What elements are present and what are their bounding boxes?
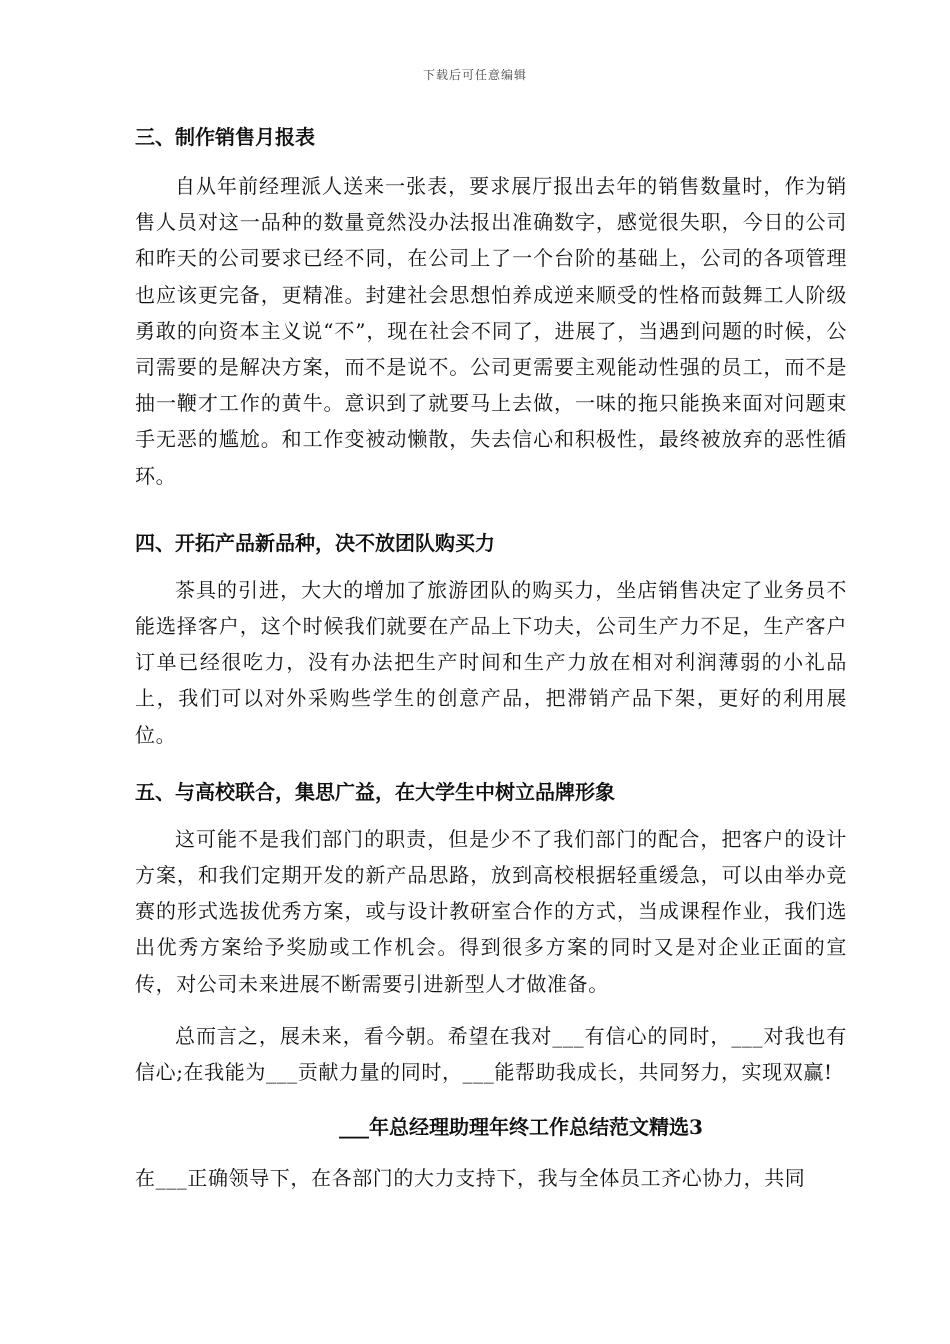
- section-4-paragraph: 茶具的引进，大大的增加了旅游团队的购买力，坐店销售决定了业务员不能选择客户，这个时候我们就要在产品上下功夫，公司生产力不足，生产客户订单已经很吃力，没有办法把生产时间和生产力放在相对利润薄弱的小礼品上，我们可以对外采购些学生的创意产品，把滞销产品下架，更好的利用展位。: [135, 577, 847, 747]
- article-3-title: ___年总经理助理年终工作总结范文精选3: [339, 1115, 703, 1140]
- document-body: [135, 118, 847, 1196]
- section-3-paragraph: 自从年前经理派人送来一张表，要求展厅报出去年的销售数量时，作为销售人员对这一品种的数量竟然没办法报出准确数字，感觉很失职，今日的公司和昨天的公司要求已经不同，在公司上了一个台阶的基础上，公司的各项管理也应该更完备，更精准。封建社会思想怕养成逆来顺受的性格而鼓舞工人阶级勇敢的向资本主义说“不”，现在社会不同了，进展了，当遇到问题的时候，公司需要的是解决方案，而不是说不。公司更需要主观能动性强的员工，而不是抽一鞭才工作的黄牛。意识到了就要马上去做，一味的拖只能换来面对问题束手无恶的尴尬。和工作变被动懒散，失去信心和积极性，最终被放弃的恶性循环。: [135, 174, 847, 488]
- section-3-heading: 三、制作销售月报表: [135, 125, 315, 149]
- section-5-heading: 五、与高校联合，集思广益，在大学生中树立品牌形象: [135, 779, 615, 804]
- summary-paragraph: 总而言之，展未来，看今朝。希望在我对___有信心的同时，___对我也有信心;在我能为___贡献力量的同时，___能帮助我成长，共同努力，实现双赢!: [135, 1023, 847, 1085]
- page-header-note: 下载后可任意编辑: [422, 68, 527, 82]
- article-3-opening-paragraph: 在___正确领导下，在各部门的大力支持下，我与全体员工齐心协力，共同: [135, 1166, 806, 1191]
- section-4-heading: 四、开拓产品新品种，决不放团队购买力: [135, 530, 495, 555]
- section-5-paragraph: 这可能不是我们部门的职责，但是少不了我们部门的配合，把客户的设计方案，和我们定期开发的新产品思路，放到高校根据轻重缓急，可以由举办竞赛的形式选拔优秀方案，或与设计教研室合作的方式，当成课程作业，我们选出优秀方案给予奖励或工作机会。得到很多方案的同时又是对企业正面的宣传，对公司未来进展不断需要引进新型人才做准备。: [135, 826, 847, 996]
